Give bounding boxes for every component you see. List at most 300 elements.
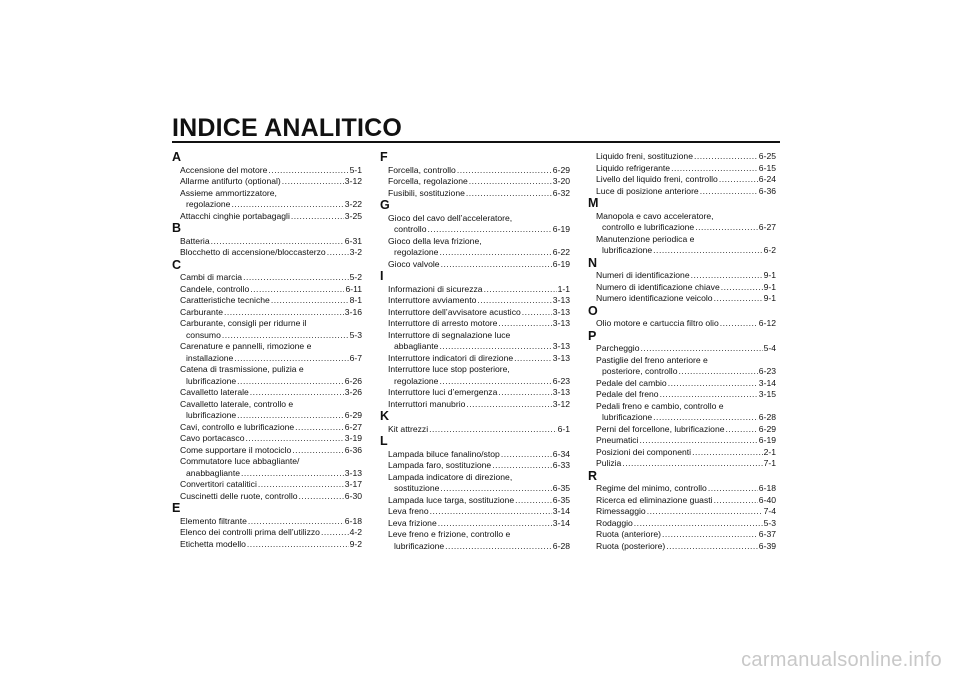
index-page-ref: 6-40 xyxy=(758,494,776,505)
index-letter-heading: R xyxy=(588,468,598,483)
leader-dots xyxy=(268,165,348,177)
index-entry xyxy=(588,355,776,378)
index-entry-text: Leva freno xyxy=(388,506,429,516)
index-entry xyxy=(380,318,570,330)
index-page-ref: 7-1 xyxy=(763,458,776,468)
leader-dots xyxy=(466,399,551,411)
index-entry-text: regolazione xyxy=(394,247,439,257)
index-page-ref: 3-13 xyxy=(552,295,570,305)
index-entry xyxy=(588,389,776,401)
index-page-ref: 6-28 xyxy=(552,540,570,551)
index-entry xyxy=(588,378,776,390)
index-page-ref: 6-39 xyxy=(758,540,776,551)
leader-dots xyxy=(678,366,757,378)
index-entry-text: Ruota (anteriore) xyxy=(596,529,661,539)
index-entry-text: Kit attrezzi xyxy=(388,423,429,434)
index-letter-heading: C xyxy=(172,257,182,272)
index-entry-text: Assieme ammortizzatore, xyxy=(180,187,277,198)
index-page-ref: 3-13 xyxy=(344,467,362,478)
index-entry-text: Attacchi cinghie portabagagli xyxy=(180,210,290,221)
index-entry-text: Liquido freni, sostituzione xyxy=(596,151,693,161)
index-page-ref: 6-23 xyxy=(758,366,776,376)
leader-dots xyxy=(522,307,552,319)
leader-dots xyxy=(653,412,758,424)
index-page-ref: 3-12 xyxy=(552,398,570,409)
leader-dots xyxy=(694,151,758,163)
index-page-ref: 3-19 xyxy=(344,433,362,443)
index-entry-text: Liquido refrigerante xyxy=(596,162,671,173)
leader-dots xyxy=(440,483,551,495)
leader-dots xyxy=(231,199,343,211)
index-entry-text: abbagliante xyxy=(394,341,439,351)
index-entry-text: Allarme antifurto (optional) xyxy=(180,176,281,186)
leader-dots xyxy=(515,495,552,507)
index-letter-heading: A xyxy=(172,150,182,164)
index-entry-text: Gioco del cavo dell’acceleratore, xyxy=(388,212,513,223)
index-page-ref: 9-1 xyxy=(763,293,776,303)
index-entry xyxy=(380,213,570,236)
index-entry xyxy=(172,272,362,284)
index-entry-text: Cavalletto laterale xyxy=(180,387,249,397)
index-page-ref: 3-2 xyxy=(349,247,362,257)
index-page-ref: 6-33 xyxy=(552,460,570,470)
index-entry xyxy=(588,318,776,330)
index-entry-text: Cavi, controllo e lubrificazione xyxy=(180,421,295,432)
index-entry xyxy=(588,518,776,530)
index-page-ref: 6-28 xyxy=(758,412,776,422)
leader-dots xyxy=(714,293,763,305)
index-page-ref: 3-16 xyxy=(344,306,362,317)
leader-dots xyxy=(247,539,349,551)
index-entry-text: Lampada faro, sostituzione xyxy=(388,460,492,470)
index-page-ref: 3-25 xyxy=(344,210,362,221)
index-page-ref: 6-31 xyxy=(344,235,362,246)
index-entry xyxy=(588,282,776,294)
leader-dots xyxy=(248,516,344,528)
leader-dots xyxy=(708,483,758,495)
index-page-ref: 6-19 xyxy=(552,258,570,269)
index-entry-text: controllo e lubrificazione xyxy=(602,222,695,232)
index-entry-text: Gioco valvole xyxy=(388,258,440,269)
index-entry xyxy=(588,293,776,305)
leader-dots xyxy=(662,529,758,541)
index-entry xyxy=(172,165,362,177)
leader-dots xyxy=(691,270,763,282)
index-page-ref: 6-35 xyxy=(552,483,570,493)
index-entry xyxy=(380,259,570,271)
index-entry-text: Pedale del freno xyxy=(596,389,659,399)
index-entry-text: Perni del forcellone, lubrificazione xyxy=(596,423,725,434)
index-entry-text: Pastiglie del freno anteriore e xyxy=(596,354,708,365)
index-entry-text: Interruttore luce stop posteriore, xyxy=(388,364,510,374)
index-page-ref: 6-19 xyxy=(758,435,776,445)
leader-dots xyxy=(222,330,349,342)
index-entry-text: Interruttore indicatori di direzione xyxy=(388,352,514,363)
leader-dots xyxy=(498,318,551,330)
index-entry xyxy=(172,295,362,307)
leader-dots xyxy=(492,460,552,472)
index-letter-heading: F xyxy=(380,150,388,164)
index-page-ref: 5-1 xyxy=(349,164,362,175)
leader-dots xyxy=(666,541,758,553)
index-entry-text: Forcella, regolazione xyxy=(388,176,468,186)
index-letter-heading: G xyxy=(380,198,390,212)
leader-dots xyxy=(671,163,758,175)
leader-dots xyxy=(224,307,344,319)
watermark-text: carmanualsonline.info xyxy=(741,649,942,671)
leader-dots xyxy=(692,447,763,459)
index-entry xyxy=(380,495,570,507)
index-entry xyxy=(380,176,570,188)
index-page-ref: 3-12 xyxy=(344,176,362,186)
index-page-ref: 3-15 xyxy=(758,389,776,399)
index-entry-text: Batteria xyxy=(180,235,210,246)
index-page-ref: 3-17 xyxy=(344,479,362,489)
index-entry-text: Posizioni dei componenti xyxy=(596,446,692,457)
index-entry-text: consumo xyxy=(186,329,221,340)
index-entry xyxy=(172,307,362,319)
index-page-ref: 6-25 xyxy=(758,151,776,161)
leader-dots xyxy=(321,527,349,539)
index-page-ref: 5-2 xyxy=(349,272,362,282)
leader-dots xyxy=(258,479,344,491)
index-page-ref: 6-22 xyxy=(552,247,570,257)
leader-dots xyxy=(647,506,763,518)
index-page-ref: 3-26 xyxy=(344,387,362,397)
index-entry-text: Ruota (posteriore) xyxy=(596,540,666,551)
index-entry-text: Lampada biluce fanalino/stop xyxy=(388,448,500,459)
index-entry-text: Cavo portacasco xyxy=(180,433,245,443)
leader-dots xyxy=(501,449,552,461)
index-entry xyxy=(172,284,362,296)
index-page-ref: 3-13 xyxy=(552,318,570,328)
index-entry xyxy=(380,387,570,399)
index-page-ref: 3-14 xyxy=(552,517,570,528)
index-entry xyxy=(172,516,362,528)
index-entry xyxy=(588,151,776,163)
index-page-ref: 6-29 xyxy=(552,164,570,175)
index-column-1 xyxy=(172,151,362,550)
index-entry-text: lubrificazione xyxy=(186,410,237,420)
index-entry xyxy=(588,458,776,470)
index-entry-text: Gioco della leva frizione, xyxy=(388,235,482,246)
index-page-ref: 6-7 xyxy=(349,352,362,363)
index-page-ref: 3-14 xyxy=(552,506,570,516)
index-entry-text: sostituzione xyxy=(394,483,440,493)
leader-dots xyxy=(466,188,552,200)
index-page-ref: 6-34 xyxy=(552,448,570,459)
index-entry xyxy=(380,529,570,552)
leader-dots xyxy=(243,272,348,284)
index-page-ref: 6-26 xyxy=(344,375,362,386)
index-page-ref: 6-18 xyxy=(758,483,776,493)
index-letter-heading: P xyxy=(588,328,597,343)
index-entry xyxy=(588,343,776,355)
index-entry-text: Forcella, controllo xyxy=(388,164,456,175)
index-entry-text: Caratteristiche tecniche xyxy=(180,295,270,305)
index-entry-text: Olio motore e cartuccia filtro olio xyxy=(596,318,719,328)
index-entry xyxy=(588,163,776,175)
index-entry-text: Pedale del cambio xyxy=(596,377,667,388)
index-page-ref: 6-2 xyxy=(763,245,776,255)
leader-dots xyxy=(299,491,344,503)
index-entry-text: Livello del liquido freni, controllo xyxy=(596,174,718,184)
index-letter-heading: O xyxy=(588,303,598,318)
index-entry xyxy=(380,364,570,387)
leader-dots xyxy=(700,186,758,198)
index-page-ref: 6-32 xyxy=(552,187,570,198)
index-entry-text: Etichetta modello xyxy=(180,538,246,549)
leader-dots xyxy=(429,424,556,436)
index-entry-text: Cuscinetti delle ruote, controllo xyxy=(180,490,298,501)
leader-dots xyxy=(477,295,551,307)
index-page-ref: 9-1 xyxy=(763,270,776,280)
index-letter-heading: K xyxy=(380,409,390,423)
leader-dots xyxy=(721,282,763,294)
index-entry-text: Manutenzione periodica e xyxy=(596,233,695,244)
leader-dots xyxy=(653,245,762,257)
index-entry-text: Candele, controllo xyxy=(180,283,250,294)
index-page-ref: 1-1 xyxy=(557,283,570,294)
index-entry-text: Interruttore luci d’emergenza xyxy=(388,387,498,397)
index-entry xyxy=(380,506,570,518)
index-page-ref: 3-13 xyxy=(552,387,570,397)
index-entry-text: anabbagliante xyxy=(186,467,241,478)
index-entry-text: Interruttore dell’avvisatore acustico xyxy=(388,306,521,317)
index-entry-text: Interruttore di arresto motore xyxy=(388,318,498,328)
index-entry-text: Carenature e pannelli, rimozione e xyxy=(180,341,312,351)
index-entry xyxy=(172,318,362,341)
index-entry-text: Carburante xyxy=(180,306,223,317)
index-entry-text: Manopola e cavo acceleratore, xyxy=(596,210,714,221)
leader-dots xyxy=(241,468,344,480)
index-entry-text: Interruttore avviamento xyxy=(388,295,477,305)
index-entry-text: Pneumatici xyxy=(596,435,639,445)
leader-dots xyxy=(441,259,552,271)
leader-dots xyxy=(660,389,758,401)
index-page-ref: 6-35 xyxy=(552,494,570,505)
index-page-ref: 6-23 xyxy=(552,375,570,386)
index-page-ref: 6-27 xyxy=(758,222,776,232)
index-page-ref: 6-29 xyxy=(344,410,362,420)
index-entry xyxy=(588,401,776,424)
index-entry xyxy=(172,491,362,503)
index-entry-text: Convertitori catalitici xyxy=(180,479,257,489)
leader-dots xyxy=(640,435,758,447)
index-entry xyxy=(380,353,570,365)
index-entry xyxy=(380,399,570,411)
leader-dots xyxy=(427,224,551,236)
index-entry-text: Luce di posizione anteriore xyxy=(596,185,699,196)
index-entry xyxy=(172,211,362,223)
index-entry xyxy=(172,236,362,248)
index-page-ref: 9-2 xyxy=(349,538,362,549)
index-entry xyxy=(588,186,776,198)
index-entry-text: Elemento filtrante xyxy=(180,515,247,526)
leader-dots xyxy=(250,284,344,296)
index-entry xyxy=(588,495,776,507)
leader-dots xyxy=(469,176,552,188)
index-entry xyxy=(588,541,776,553)
index-page-ref: 7-4 xyxy=(763,506,776,516)
index-letter-heading: E xyxy=(172,501,181,515)
index-entry-text: Leve freno e frizione, controllo e xyxy=(388,529,511,539)
index-entry-text: Come supportare il motociclo xyxy=(180,444,292,455)
index-entry-text: lubrificazione xyxy=(602,245,653,255)
index-entry xyxy=(380,424,570,436)
index-letter-heading: I xyxy=(380,269,384,283)
leader-dots xyxy=(498,387,551,399)
leader-dots xyxy=(634,518,763,530)
index-page-ref: 6-18 xyxy=(344,515,362,526)
index-entry xyxy=(588,211,776,234)
index-page-ref: 2-1 xyxy=(763,446,776,457)
leader-dots xyxy=(234,353,348,365)
leader-dots xyxy=(714,495,758,507)
leader-dots xyxy=(726,424,758,436)
index-page-ref: 5-4 xyxy=(763,343,776,353)
leader-dots xyxy=(237,376,344,388)
index-entry xyxy=(380,472,570,495)
index-entry xyxy=(380,188,570,200)
leader-dots xyxy=(514,353,552,365)
index-entry xyxy=(172,247,362,259)
index-entry-text: posteriore, controllo xyxy=(602,366,678,376)
index-entry xyxy=(380,295,570,307)
index-page-ref: 6-1 xyxy=(557,423,570,434)
index-entry xyxy=(172,422,362,434)
index-entry-text: Cambi di marcia xyxy=(180,272,243,282)
index-entry xyxy=(172,176,362,188)
leader-dots xyxy=(622,458,762,470)
page-title: INDICE ANALITICO xyxy=(172,114,403,142)
index-entry xyxy=(380,449,570,461)
index-entry-text: Numeri di identificazione xyxy=(596,270,690,280)
index-entry-text: Commutatore luce abbagliante/ xyxy=(180,456,300,466)
index-entry-text: regolazione xyxy=(186,199,231,209)
index-page-ref: 3-14 xyxy=(758,377,776,388)
index-entry xyxy=(172,188,362,211)
index-page-ref: 6-15 xyxy=(758,162,776,173)
index-entry xyxy=(380,165,570,177)
index-entry-text: Interruttore di segnalazione luce xyxy=(388,329,511,340)
index-entry-text: Lampada indicatore di direzione, xyxy=(388,471,513,482)
leader-dots xyxy=(237,410,344,422)
index-entry xyxy=(172,433,362,445)
index-entry-text: Parcheggio xyxy=(596,343,640,353)
leader-dots xyxy=(271,295,349,307)
index-entry-text: Rimessaggio xyxy=(596,506,646,516)
index-page-ref: 9-1 xyxy=(763,281,776,292)
index-page-ref: 6-19 xyxy=(552,224,570,234)
index-entry-text: Interruttori manubrio xyxy=(388,398,466,409)
leader-dots xyxy=(439,376,551,388)
leader-dots xyxy=(445,541,552,553)
index-entry xyxy=(172,445,362,457)
index-entry-text: Cavalletto laterale, controllo e xyxy=(180,398,294,409)
index-entry xyxy=(588,174,776,186)
index-entry xyxy=(172,399,362,422)
index-page-ref: 3-20 xyxy=(552,176,570,186)
index-entry-text: Fusibili, sostituzione xyxy=(388,187,465,198)
index-entry xyxy=(380,460,570,472)
index-entry-text: Ricerca ed eliminazione guasti xyxy=(596,494,713,505)
index-entry-text: Catena di trasmissione, pulizia e xyxy=(180,364,304,374)
index-page-ref: 6-36 xyxy=(344,444,362,455)
index-page-ref: 6-30 xyxy=(344,490,362,501)
index-entry xyxy=(588,529,776,541)
leader-dots xyxy=(720,318,758,330)
index-page-ref: 6-29 xyxy=(758,423,776,434)
index-entry xyxy=(588,506,776,518)
index-entry-text: Accensione del motore xyxy=(180,164,268,175)
index-page-ref: 6-27 xyxy=(344,421,362,432)
leader-dots xyxy=(719,174,758,186)
index-letter-heading: L xyxy=(380,434,388,448)
index-page-ref: 6-37 xyxy=(758,529,776,539)
title-rule xyxy=(172,141,780,143)
index-entry xyxy=(380,236,570,259)
leader-dots xyxy=(282,176,344,188)
index-page-ref: 4-2 xyxy=(349,527,362,537)
index-entry-text: lubrificazione xyxy=(186,375,237,386)
index-page-ref: 5-3 xyxy=(763,517,776,528)
leader-dots xyxy=(211,236,344,248)
index-entry-text: installazione xyxy=(186,352,234,363)
index-page-ref: 6-11 xyxy=(345,283,362,294)
leader-dots xyxy=(439,247,551,259)
index-entry-text: lubrificazione xyxy=(602,412,653,422)
index-entry-text: Pedali freno e cambio, controllo e xyxy=(596,400,724,411)
index-entry xyxy=(172,527,362,539)
index-entry xyxy=(380,518,570,530)
index-entry-text: lubrificazione xyxy=(394,540,445,551)
leader-dots xyxy=(439,341,551,353)
index-entry-text: Rodaggio xyxy=(596,517,633,528)
index-entry xyxy=(172,341,362,364)
index-page-ref: 6-36 xyxy=(758,185,776,196)
leader-dots xyxy=(291,211,344,223)
index-entry xyxy=(588,270,776,282)
leader-dots xyxy=(430,506,552,518)
leader-dots xyxy=(295,422,344,434)
index-page-ref: 6-24 xyxy=(758,174,776,184)
index-page-ref: 3-13 xyxy=(552,341,570,351)
index-entry-text: Lampada luce targa, sostituzione xyxy=(388,494,515,505)
index-entry-text: Numero di identificazione chiave xyxy=(596,281,720,292)
index-page-ref: 8-1 xyxy=(349,295,362,305)
index-entry-text: Carburante, consigli per ridurne il xyxy=(180,318,307,328)
index-entry xyxy=(380,307,570,319)
leader-dots xyxy=(695,222,758,234)
leader-dots xyxy=(457,165,552,177)
index-letter-heading: N xyxy=(588,255,598,270)
index-entry xyxy=(588,483,776,495)
leader-dots xyxy=(668,378,758,390)
index-page-ref: 6-12 xyxy=(758,318,776,328)
index-entry-text: controllo xyxy=(394,224,427,234)
index-entry xyxy=(588,447,776,459)
index-entry xyxy=(588,435,776,447)
index-page-ref: 3-13 xyxy=(552,352,570,363)
index-letter-heading: M xyxy=(588,196,599,210)
index-entry-text: Informazioni di sicurezza xyxy=(388,283,483,294)
leader-dots xyxy=(292,445,344,457)
index-page-ref: 3-22 xyxy=(344,199,362,209)
index-entry-text: Elenco dei controlli prima dell’utilizzo xyxy=(180,527,320,537)
leader-dots xyxy=(246,433,344,445)
index-page-ref: 5-3 xyxy=(349,329,362,340)
